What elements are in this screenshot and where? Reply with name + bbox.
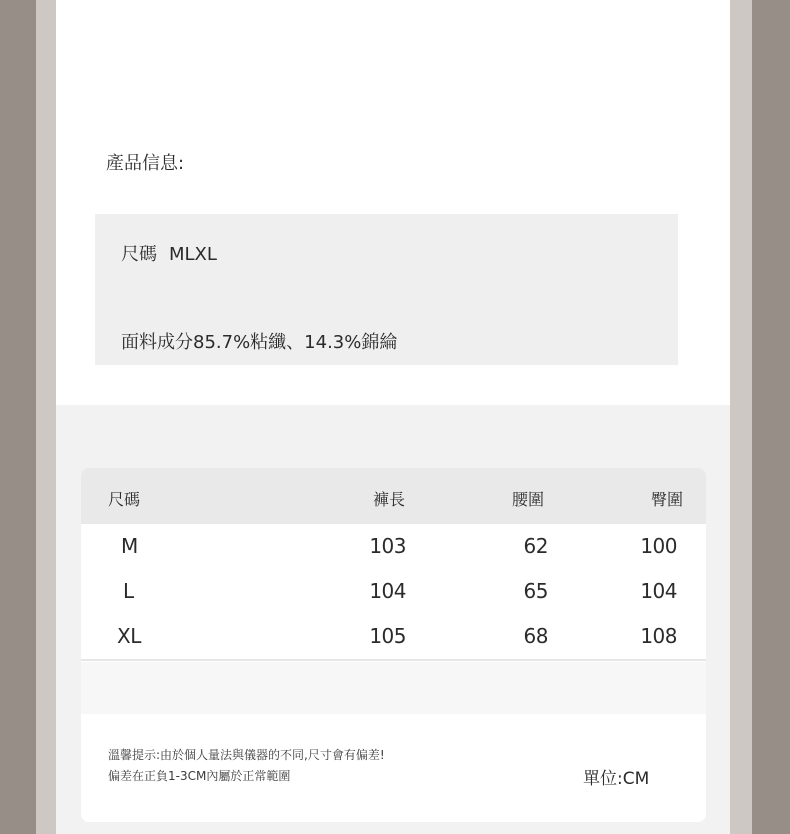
- unit-label: 單位:CM: [583, 769, 650, 789]
- cell-waist: 62: [523, 534, 548, 558]
- fabric-info-line: 面料成分85.7%粘纖、14.3%錦綸: [121, 332, 398, 353]
- size-info-label: 尺碼: [121, 244, 157, 265]
- table-row: [81, 614, 706, 661]
- cell-hip: 104: [640, 579, 677, 603]
- product-info-title: 產品信息:: [106, 153, 185, 174]
- measurement-note-line-1: 溫馨提示:由於個人量法與儀器的不同,尺寸會有偏差!: [108, 748, 385, 762]
- header-waist: 腰圍: [512, 490, 545, 509]
- size-info-line: [121, 240, 217, 266]
- measurement-note-line-2: 偏差在正負1-3CM內屬於正常範圍: [108, 769, 291, 783]
- size-chart-card: [81, 468, 706, 822]
- cell-length: 105: [369, 624, 406, 648]
- size-info-value: MLXL: [169, 244, 217, 265]
- cell-hip: 108: [640, 624, 677, 648]
- cell-waist: 68: [523, 624, 548, 648]
- header-size: 尺碼: [108, 490, 141, 509]
- header-hip: 臀圍: [651, 490, 684, 509]
- cell-length: 103: [369, 534, 406, 558]
- cell-size: L: [123, 579, 134, 603]
- cell-waist: 65: [523, 579, 548, 603]
- cell-length: 104: [369, 579, 406, 603]
- header-length: 褲長: [373, 490, 406, 509]
- table-row: [81, 524, 706, 571]
- cell-hip: 100: [640, 534, 677, 558]
- cell-size: XL: [117, 624, 141, 648]
- table-row: [81, 569, 706, 616]
- cell-size: M: [121, 534, 138, 558]
- size-table-header: [81, 468, 706, 524]
- table-spacer: [81, 662, 706, 714]
